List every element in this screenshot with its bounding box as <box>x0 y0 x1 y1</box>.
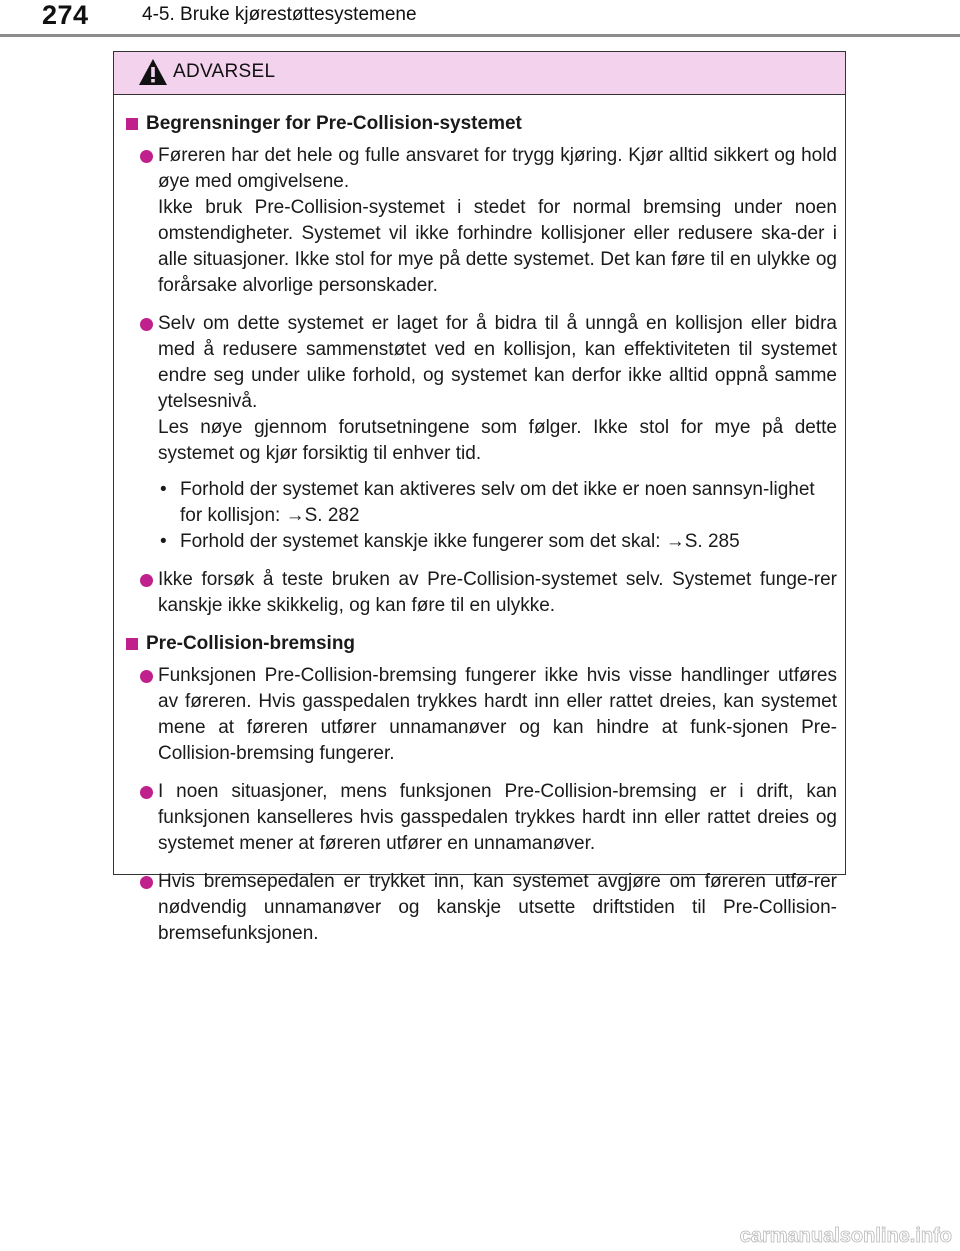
section-title: 4-5. Bruke kjørestøttesystemene <box>142 4 417 25</box>
warning-triangle-icon <box>138 58 168 86</box>
paragraph: I noen situasjoner, mens funksjonen Pre-Collision-bremsing er i drift, kan funksjonen kanselleres hvis gasspedalen trykkes hardt inn eller rattet dreies og systemet mener at føreren utfører en unnamanøver. <box>158 781 837 854</box>
list-item <box>140 779 837 857</box>
list-item <box>140 143 837 299</box>
sub-bullet-icon: • <box>160 479 167 500</box>
warning-header <box>114 52 845 95</box>
sub-list-item <box>160 529 837 555</box>
circle-bullet-icon <box>140 574 153 587</box>
watermark-logo <box>704 1225 952 1247</box>
sub-list-text: Forhold der systemet kan aktiveres selv om det ikke er noen sannsyn-lighet for kollisjon: →S. 282 <box>180 479 815 526</box>
paragraph: Ikke forsøk å teste bruken av Pre-Collision-systemet selv. Systemet funge-rer kanskje ikke skikkelig, og kan føre til en ulykke. <box>158 569 837 616</box>
circle-bullet-icon <box>140 876 153 889</box>
square-bullet-icon <box>126 638 138 650</box>
paragraph: Hvis bremsepedalen er trykket inn, kan systemet avgjøre om føreren utfø-rer nødvendig unnamanøver og kanskje utsette driftstiden til Pre-Collision-bremsefunksjonen. <box>158 871 837 944</box>
paragraph: Funksjonen Pre-Collision-bremsing fungerer ikke hvis visse handlinger utføres av føreren. Hvis gasspedalen trykkes hardt inn eller rattet dreies, kan systemet mene at føreren utfører unnamanøver og kan hindre at funk-sjonen Pre-Collision-bremsing fungerer. <box>158 665 837 764</box>
circle-bullet-icon <box>140 670 153 683</box>
list-item <box>140 311 837 555</box>
page-header <box>0 0 960 40</box>
circle-bullet-icon <box>140 318 153 331</box>
warning-body <box>114 95 845 947</box>
warning-box <box>113 51 846 944</box>
paragraph: Selv om dette systemet er laget for å bidra til å unngå en kollisjon eller bidra med å redusere sammenstøtet ved en kollisjon, kan effektiviteten til systemet endre seg under ulike forhold, og systemet kan derfor ikke alltid oppnå samme ytelsesnivå. <box>158 313 837 412</box>
paragraph: Ikke bruk Pre-Collision-systemet i stedet for normal bremsing under noen omstendigheter. Systemet vil ikke forhindre kollisjoner eller redusere ska-der i alle situasjoner. Ikke stol for mye på dette systemet. Det kan føre til en ulykke og forårsake alvorlige personskader. <box>158 197 837 296</box>
paragraph: Føreren har det hele og fulle ansvaret for trygg kjøring. Kjør alltid sikkert og hold øye med omgivelsene. <box>158 145 837 192</box>
page-number: 274 <box>42 0 89 30</box>
warning-label: ADVARSEL <box>173 61 276 82</box>
section-heading <box>126 631 837 657</box>
section-heading-text: Begrensninger for Pre-Collision-systemet <box>146 113 522 134</box>
list-item <box>140 869 837 947</box>
list-item <box>140 567 837 619</box>
paragraph: Les nøye gjennom forutsetningene som følger. Ikke stol for mye på dette systemet og kjør forsiktig til enhver tid. <box>158 417 837 464</box>
sub-list <box>158 477 837 555</box>
sub-list-item <box>160 477 837 529</box>
sub-bullet-icon: • <box>160 531 167 552</box>
sub-list-text: Forhold der systemet kanskje ikke fungerer som det skal: →S. 285 <box>180 531 740 552</box>
square-bullet-icon <box>126 118 138 130</box>
section-heading-text: Pre-Collision-bremsing <box>146 633 356 654</box>
circle-bullet-icon <box>140 786 153 799</box>
circle-bullet-icon <box>140 150 153 163</box>
header-rule <box>0 34 960 37</box>
list-item <box>140 663 837 767</box>
watermark-text: carmanualsonline.info <box>739 1225 952 1247</box>
section-heading <box>126 111 837 137</box>
